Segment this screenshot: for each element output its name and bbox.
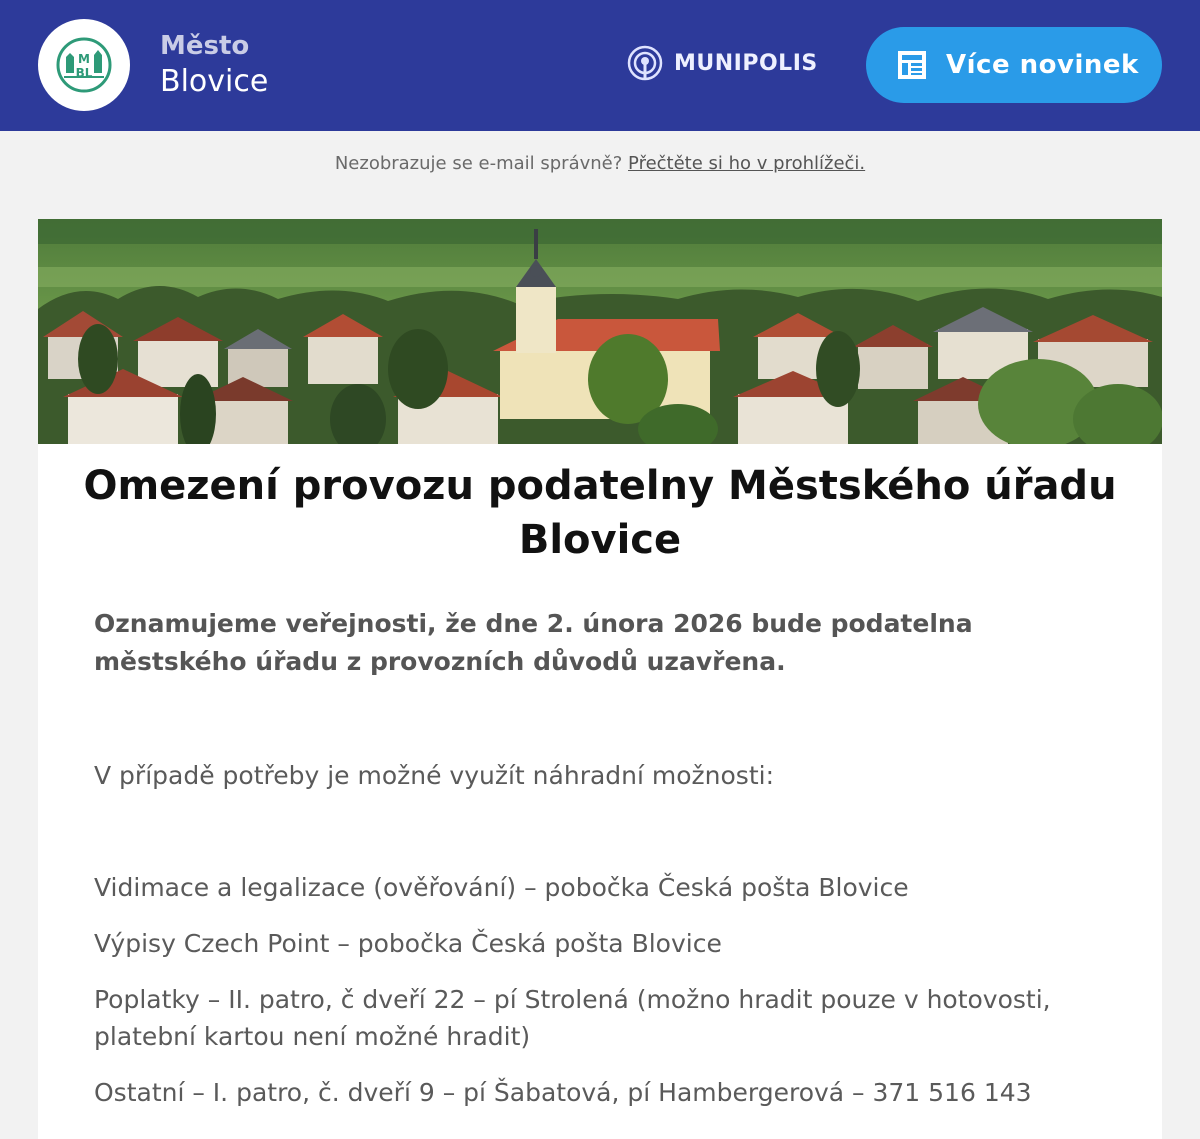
hero-image (38, 219, 1162, 444)
munipolis-logo[interactable] (626, 44, 818, 82)
svg-text:BL: BL (75, 66, 93, 80)
article-title: Omezení provozu podatelny Městského úřadu Blovice (83, 463, 1117, 563)
notice-text: Nezobrazuje se e-mail správně? (334, 153, 623, 174)
brand-line1: Město (160, 31, 250, 61)
broadcast-icon (626, 44, 664, 82)
list-item: Výpisy Czech Point – pobočka Česká pošta Blovice (94, 929, 722, 958)
list-item: Ostatní – I. patro, č. dveří 9 – pí Šabatová, pí Hambergerová – 371 516 143 (94, 1078, 1032, 1107)
email-header (0, 0, 1200, 131)
browser-view-notice (0, 148, 1200, 180)
article-intro: V případě potřeby je možné využít náhradní možnosti: (94, 761, 775, 790)
list-item: Vidimace a legalizace (ověřování) – pobočka Česká pošta Blovice (94, 873, 909, 902)
newspaper-icon (896, 49, 928, 81)
town-logo[interactable] (38, 19, 130, 111)
article-lead: Oznamujeme veřejnosti, že dne 2. února 2026 bude podatelna městského úřadu z provozních důvodů uzavřena. (94, 609, 973, 676)
more-news-label: Více novinek (946, 50, 1139, 80)
more-news-button[interactable] (866, 27, 1162, 103)
brand-name (160, 30, 268, 102)
brand-line2: Blovice (160, 64, 269, 99)
article-card (38, 219, 1162, 1139)
view-in-browser-link[interactable]: Přečtěte si ho v prohlížeči. (628, 153, 866, 174)
svg-text:M: M (78, 52, 90, 66)
town-crest-icon (52, 33, 116, 97)
munipolis-label: MUNIPOLIS (674, 50, 818, 76)
list-item: Poplatky – II. patro, č dveří 22 – pí Strolená (možno hradit pouze v hotovosti, platební kartou není možné hradit) (94, 985, 1051, 1051)
